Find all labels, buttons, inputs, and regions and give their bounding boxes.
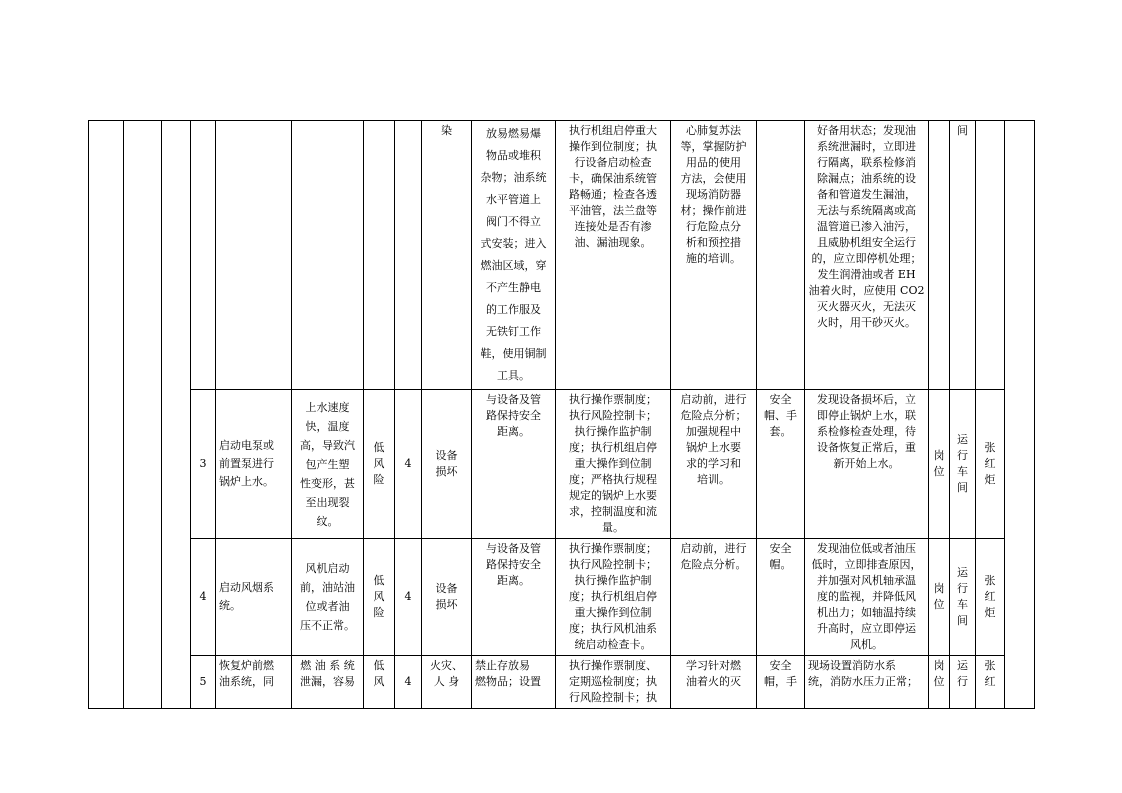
row-number: 3 <box>191 390 216 539</box>
row-number <box>191 121 216 390</box>
emergency-measures: 现场设置消防水系 统，消防水压力正常； <box>805 656 929 709</box>
work-step <box>216 121 292 390</box>
hazard: 上水速度 快，温度 高，导致汽 包产生塑 性变形，甚 至出现裂 纹。 <box>292 390 364 539</box>
hazard: 燃 油 系 统 泄漏，容易 <box>292 656 364 709</box>
risk-level: 低 风 险 <box>364 390 395 539</box>
control-level <box>929 121 950 390</box>
emergency-measures: 发现油位低或者油压 低时，立即排查原因， 并加强对风机轴承温 度的监视，并降低风 机出力；如轴温持续 升高时，应立即停运 风机。 <box>805 539 929 656</box>
management-measures: 执行操作票制度； 执行风险控制卡； 执行操作监护制 度；执行机组启停 重大操作到位制 度；执行风机油系 统启动检查卡。 <box>556 539 671 656</box>
risk-level <box>364 121 395 390</box>
hazard <box>292 121 364 390</box>
consequence: 设备 损坏 <box>422 539 472 656</box>
management-measures: 执行操作票制度； 执行风险控制卡； 执行操作监护制 度；执行机组启停 重大操作到位制 度；严格执行规程 规定的锅炉上水要 求，控制温度和流 量。 <box>556 390 671 539</box>
merged-cell-a <box>89 121 124 709</box>
emergency-measures: 发现设备损坏后，立 即停止锅炉上水，联 系检修检查处理，待 设备恢复正常后，重 新开始上水。 <box>805 390 929 539</box>
management-measures: 执行操作票制度、 定期巡检制度；执 行风险控制卡；执 <box>556 656 671 709</box>
responsible-person: 张 红 炬 <box>976 539 1005 656</box>
work-step: 启动电泵或 前置泵进行 锅炉上水。 <box>216 390 292 539</box>
table-row <box>89 390 1035 539</box>
risk-score <box>395 121 422 390</box>
emergency-measures: 好备用状态；发现油 系统泄漏时，立即进 行隔离，联系检修消 除漏点；油系统的设 备和管道发生漏油， 无法与系统隔离或高 温管道已渗入油污， 且威胁机组安全运行 的，应立即停机处理； 发生润滑油或者 EH 油着火时，应使用 CO2 灭火器灭火，无法灭 火时，用干砂灭火。 <box>805 121 929 390</box>
control-level: 岗 位 <box>929 656 950 709</box>
responsible-unit: 间 <box>950 121 976 390</box>
risk-score: 4 <box>395 656 422 709</box>
responsible-person: 张 红 炬 <box>976 390 1005 539</box>
row-number: 5 <box>191 656 216 709</box>
responsible-unit: 运 行 <box>950 656 976 709</box>
risk-level: 低 风 险 <box>364 539 395 656</box>
engineering-measures: 放易燃易爆 物品或堆积 杂物；油系统 水平管道上 阀门不得立 式安装；进入 燃油区域，穿 不产生静电 的工作服及 无铁钉工作 鞋，使用铜制 工具。 <box>472 121 556 390</box>
consequence: 火灾、 人 身 <box>422 656 472 709</box>
responsible-person <box>976 121 1005 390</box>
management-measures: 执行机组启停重大 操作到位制度；执 行设备启动检查 卡，确保油系统管 路畅通；检查各透 平油管，法兰盘等 连接处是否有渗 油、漏油现象。 <box>556 121 671 390</box>
merged-cell-b <box>124 121 162 709</box>
engineering-measures: 与设备及管 路保持安全 距离。 <box>472 390 556 539</box>
ppe-measures: 安全 帽、手 套。 <box>757 390 805 539</box>
work-step: 启动风烟系 统。 <box>216 539 292 656</box>
training-measures: 启动前，进行 危险点分析； 加强规程中 锅炉上水要 求的学习和 培训。 <box>671 390 757 539</box>
table-row <box>89 121 1035 390</box>
training-measures: 心肺复苏法 等，掌握防护 用品的使用 方法，会使用 现场消防器 材；操作前进 行危险点分 析和预控措 施的培训。 <box>671 121 757 390</box>
responsible-unit: 运 行 车 间 <box>950 539 976 656</box>
table-row <box>89 656 1035 709</box>
consequence: 染 <box>422 121 472 390</box>
table-row <box>89 539 1035 656</box>
ppe-measures <box>757 121 805 390</box>
engineering-measures: 禁止存放易 燃物品；设置 <box>472 656 556 709</box>
consequence: 设备 损坏 <box>422 390 472 539</box>
merged-cell-last <box>1005 121 1035 709</box>
ppe-measures: 安全 帽。 <box>757 539 805 656</box>
responsible-person: 张 红 <box>976 656 1005 709</box>
risk-score: 4 <box>395 539 422 656</box>
ppe-measures: 安全 帽，手 <box>757 656 805 709</box>
responsible-unit: 运 行 车 间 <box>950 390 976 539</box>
risk-control-table <box>88 120 1035 709</box>
merged-cell-c <box>162 121 191 709</box>
control-level: 岗 位 <box>929 539 950 656</box>
hazard: 风机启动 前，油站油 位或者油 压不正常。 <box>292 539 364 656</box>
engineering-measures: 与设备及管 路保持安全 距离。 <box>472 539 556 656</box>
row-number: 4 <box>191 539 216 656</box>
training-measures: 学习针对燃 油着火的灭 <box>671 656 757 709</box>
training-measures: 启动前，进行 危险点分析。 <box>671 539 757 656</box>
work-step: 恢复炉前燃 油系统，同 <box>216 656 292 709</box>
risk-score: 4 <box>395 390 422 539</box>
risk-level: 低 风 <box>364 656 395 709</box>
control-level: 岗 位 <box>929 390 950 539</box>
